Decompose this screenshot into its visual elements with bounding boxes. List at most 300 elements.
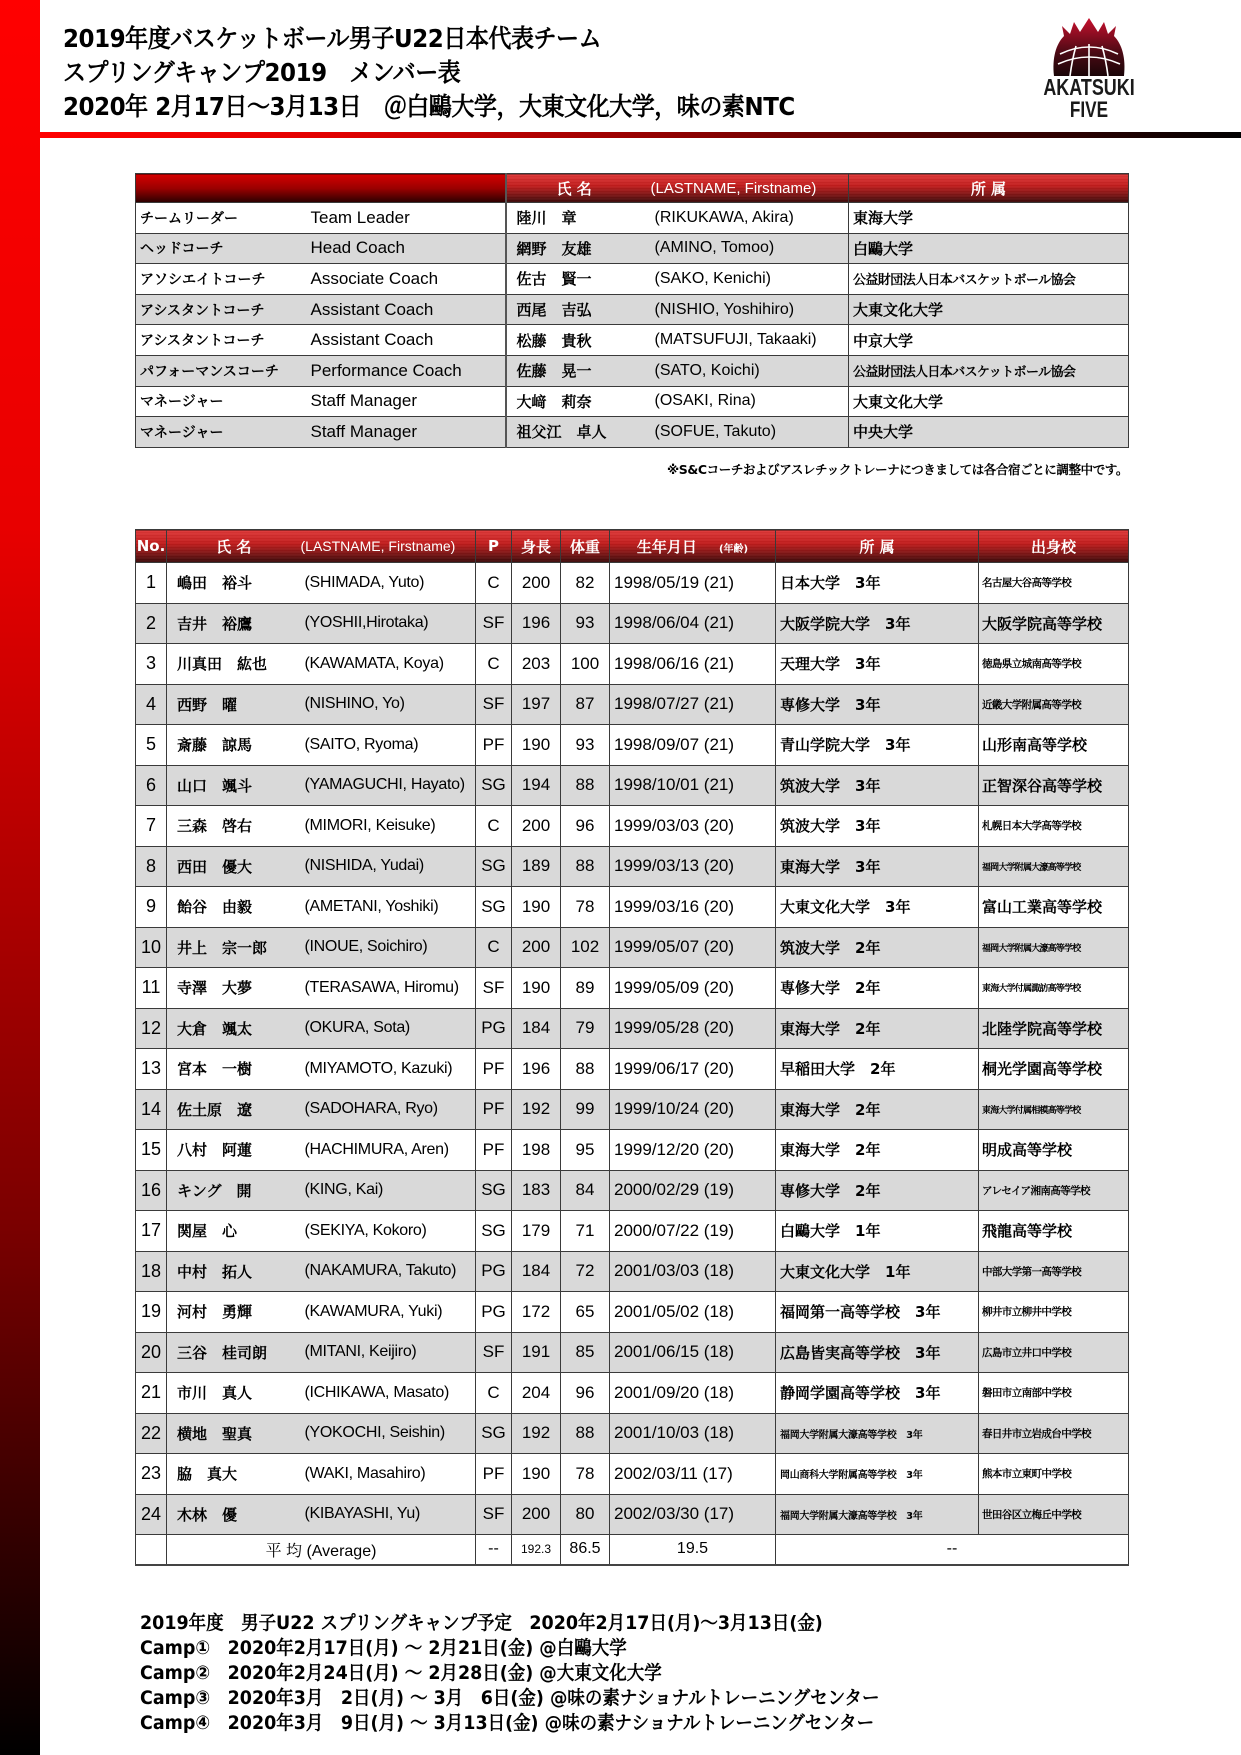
player-height-header: 身長 <box>512 530 561 563</box>
player-row <box>136 563 1129 604</box>
staff-romanized-name: (NISHIO, Yoshihiro) <box>651 294 849 325</box>
logo-text-akatsuki: AKATSUKI <box>1043 74 1135 100</box>
player-romanized-name: (NISHIDA, Yudai) <box>301 846 476 887</box>
player-weight: 72 <box>561 1251 610 1292</box>
player-position: PF <box>476 1049 512 1090</box>
player-name: 横地 聖真 <box>167 1413 301 1454</box>
player-weight: 71 <box>561 1211 610 1252</box>
player-weight: 89 <box>561 968 610 1009</box>
player-affiliation: 東海大学 2年 <box>776 1089 979 1130</box>
player-height: 190 <box>512 968 561 1009</box>
player-position: SF <box>476 684 512 725</box>
player-position: C <box>476 927 512 968</box>
staff-romanized-name: (SAKO, Kenichi) <box>651 264 849 295</box>
player-position: SF <box>476 1494 512 1535</box>
player-height: 191 <box>512 1332 561 1373</box>
player-dob: 2000/02/29 (19) <box>610 1170 776 1211</box>
player-affiliation: 静岡学園高等学校 3年 <box>776 1373 979 1414</box>
player-height: 190 <box>512 725 561 766</box>
player-position: PG <box>476 1251 512 1292</box>
player-weight: 78 <box>561 1454 610 1495</box>
schedule-camp-2: Camp② 2020年2月24日(月) ～ 2月28日(金) @大東文化大学 <box>140 1662 662 1684</box>
player-weight: 102 <box>561 927 610 968</box>
player-number: 1 <box>136 563 167 604</box>
player-romanized-name: (MIYAMOTO, Kazuki) <box>301 1049 476 1090</box>
player-affiliation: 筑波大学 3年 <box>776 806 979 847</box>
player-name: 八村 阿蓮 <box>167 1130 301 1171</box>
staff-affiliation: 公益財団法人日本バスケットボール協会 <box>849 355 1129 386</box>
player-height: 179 <box>512 1211 561 1252</box>
staff-affiliation: 中央大学 <box>849 417 1129 448</box>
player-school: 福岡大学附属大濠高等学校 <box>979 846 1129 887</box>
player-name: 井上 宗一郎 <box>167 927 301 968</box>
player-no-header: No. <box>136 530 167 563</box>
staff-role-jp: チームリーダー <box>136 203 299 234</box>
player-age-header-label: (年齢) <box>718 543 749 555</box>
player-row <box>136 765 1129 806</box>
player-romanized-name: (INOUE, Soichiro) <box>301 927 476 968</box>
player-affiliation: 大東文化大学 3年 <box>776 887 979 928</box>
player-dob: 2001/10/03 (18) <box>610 1413 776 1454</box>
player-number: 24 <box>136 1494 167 1535</box>
player-row <box>136 806 1129 847</box>
player-row <box>136 684 1129 725</box>
player-dob: 2001/06/15 (18) <box>610 1332 776 1373</box>
player-number: 5 <box>136 725 167 766</box>
staff-affiliation-header: 所 属 <box>849 174 1129 203</box>
player-number: 15 <box>136 1130 167 1171</box>
player-school: 柳井市立柳井中学校 <box>979 1292 1129 1333</box>
player-dob: 1999/12/20 (20) <box>610 1130 776 1171</box>
player-affiliation: 大阪学院大学 3年 <box>776 603 979 644</box>
player-row <box>136 644 1129 685</box>
player-position: PG <box>476 1008 512 1049</box>
player-school: 広島市立井口中学校 <box>979 1332 1129 1373</box>
staff-row <box>136 233 1129 264</box>
player-row <box>136 968 1129 1009</box>
player-school: 中部大学第一高等学校 <box>979 1251 1129 1292</box>
player-affiliation: 筑波大学 2年 <box>776 927 979 968</box>
player-affiliation: 岡山商科大学附属高等学校 3年 <box>776 1454 979 1495</box>
player-position: SG <box>476 846 512 887</box>
staff-romanized-name: (RIKUKAWA, Akira) <box>651 203 849 234</box>
staff-role-en: Head Coach <box>299 233 506 264</box>
player-romanized-name: (KAWAMURA, Yuki) <box>301 1292 476 1333</box>
player-affiliation: 大東文化大学 1年 <box>776 1251 979 1292</box>
player-number: 13 <box>136 1049 167 1090</box>
player-dob: 1998/05/19 (21) <box>610 563 776 604</box>
player-weight: 100 <box>561 644 610 685</box>
player-affiliation: 白鷗大学 1年 <box>776 1211 979 1252</box>
staff-row <box>136 355 1129 386</box>
player-dob: 1998/10/01 (21) <box>610 765 776 806</box>
player-affiliation: 日本大学 3年 <box>776 563 979 604</box>
player-school: 明成高等学校 <box>979 1130 1129 1171</box>
staff-name: 陸川 章 <box>506 203 651 234</box>
staff-role-jp: アシスタントコーチ <box>136 294 299 325</box>
player-dob: 1998/07/27 (21) <box>610 684 776 725</box>
player-romanized-name: (NAKAMURA, Takuto) <box>301 1251 476 1292</box>
player-romanized-name: (KING, Kai) <box>301 1170 476 1211</box>
player-romanized-name: (YOKOCHI, Seishin) <box>301 1413 476 1454</box>
player-weight: 93 <box>561 603 610 644</box>
staff-table <box>135 173 1129 448</box>
player-romanized-name: (YAMAGUCHI, Hayato) <box>301 765 476 806</box>
player-row <box>136 927 1129 968</box>
player-school: 徳島県立城南高等学校 <box>979 644 1129 685</box>
player-position: SG <box>476 765 512 806</box>
player-affiliation: 東海大学 2年 <box>776 1130 979 1171</box>
staff-name: 西尾 吉弘 <box>506 294 651 325</box>
player-row <box>136 1089 1129 1130</box>
player-affiliation: 早稲田大学 2年 <box>776 1049 979 1090</box>
player-height: 200 <box>512 1494 561 1535</box>
player-position: SG <box>476 1211 512 1252</box>
player-school: 東海大学付属相模高等学校 <box>979 1089 1129 1130</box>
player-dob: 2001/03/03 (18) <box>610 1251 776 1292</box>
player-position: PG <box>476 1292 512 1333</box>
player-school: 桐光学園高等学校 <box>979 1049 1129 1090</box>
player-romanized-name: (SAITO, Ryoma) <box>301 725 476 766</box>
player-height: 196 <box>512 603 561 644</box>
player-table <box>135 529 1129 1566</box>
player-name: 川真田 紘也 <box>167 644 301 685</box>
player-dob: 1999/06/17 (20) <box>610 1049 776 1090</box>
player-weight-header: 体重 <box>561 530 610 563</box>
player-school: 山形南高等学校 <box>979 725 1129 766</box>
player-height: 189 <box>512 846 561 887</box>
player-school: 近畿大学附属高等学校 <box>979 684 1129 725</box>
player-height: 204 <box>512 1373 561 1414</box>
player-position: C <box>476 644 512 685</box>
player-name: 寺澤 大夢 <box>167 968 301 1009</box>
player-weight: 99 <box>561 1089 610 1130</box>
staff-romanized-name: (OSAKI, Rina) <box>651 386 849 417</box>
player-row <box>136 1413 1129 1454</box>
staff-name: 網野 友雄 <box>506 233 651 264</box>
player-weight: 96 <box>561 806 610 847</box>
player-number: 12 <box>136 1008 167 1049</box>
player-number: 6 <box>136 765 167 806</box>
player-dob: 2002/03/30 (17) <box>610 1494 776 1535</box>
player-number: 20 <box>136 1332 167 1373</box>
player-weight: 79 <box>561 1008 610 1049</box>
player-dob: 1998/06/16 (21) <box>610 644 776 685</box>
player-row <box>136 1332 1129 1373</box>
player-school: 熊本市立東町中学校 <box>979 1454 1129 1495</box>
player-school: 春日井市立岩成台中学校 <box>979 1413 1129 1454</box>
player-row <box>136 1251 1129 1292</box>
player-number: 19 <box>136 1292 167 1333</box>
title-line-1: 2019年度バスケットボール男子U22日本代表チーム <box>63 24 602 53</box>
player-position: C <box>476 563 512 604</box>
player-name: 斎藤 諒馬 <box>167 725 301 766</box>
player-dob: 1999/05/07 (20) <box>610 927 776 968</box>
staff-affiliation: 白鷗大学 <box>849 233 1129 264</box>
player-romanized-name: (SADOHARA, Ryo) <box>301 1089 476 1130</box>
player-dob: 1998/06/04 (21) <box>610 603 776 644</box>
player-weight: 88 <box>561 1413 610 1454</box>
player-position: PF <box>476 725 512 766</box>
player-name: 木林 優 <box>167 1494 301 1535</box>
player-height: 198 <box>512 1130 561 1171</box>
player-weight: 88 <box>561 846 610 887</box>
player-romanized-name: (SHIMADA, Yuto) <box>301 563 476 604</box>
player-weight: 88 <box>561 765 610 806</box>
player-name: 西野 曜 <box>167 684 301 725</box>
staff-role-jp: パフォーマンスコーチ <box>136 355 299 386</box>
player-number: 8 <box>136 846 167 887</box>
player-name: 吉井 裕鷹 <box>167 603 301 644</box>
staff-role-header <box>136 174 506 203</box>
player-name: 関屋 心 <box>167 1211 301 1252</box>
schedule-title: 2019年度 男子U22 スプリングキャンプ予定 2020年2月17日(月)～3月13日(金) <box>140 1612 823 1634</box>
schedule-camp-4: Camp④ 2020年3月 9日(月) ～ 3月13日(金) @味の素ナショナルトレーニングセンター <box>140 1712 875 1734</box>
player-number: 7 <box>136 806 167 847</box>
player-school: 正智深谷高等学校 <box>979 765 1129 806</box>
player-dob: 2000/07/22 (19) <box>610 1211 776 1252</box>
player-height: 183 <box>512 1170 561 1211</box>
player-weight: 96 <box>561 1373 610 1414</box>
player-row <box>136 1292 1129 1333</box>
left-accent-bar <box>0 0 40 1755</box>
player-school-header: 出身校 <box>979 530 1129 563</box>
player-row <box>136 1049 1129 1090</box>
staff-row <box>136 264 1129 295</box>
staff-romanized-name: (MATSUFUJI, Takaaki) <box>651 325 849 356</box>
average-no-cell <box>136 1535 167 1565</box>
staff-role-en: Team Leader <box>299 203 506 234</box>
player-weight: 87 <box>561 684 610 725</box>
player-weight: 95 <box>561 1130 610 1171</box>
staff-name: 佐藤 晃一 <box>506 355 651 386</box>
player-position: SG <box>476 1170 512 1211</box>
schedule-camp-3: Camp③ 2020年3月 2日(月) ～ 3月 6日(金) @味の素ナショナルトレーニングセンター <box>140 1687 880 1709</box>
player-height: 184 <box>512 1008 561 1049</box>
player-name: 佐土原 遼 <box>167 1089 301 1130</box>
average-weight: 86.5 <box>561 1535 610 1565</box>
staff-table-header <box>136 174 1129 203</box>
staff-role-en: Performance Coach <box>299 355 506 386</box>
average-height: 192.3 <box>512 1535 561 1565</box>
average-rest: -- <box>776 1535 1129 1565</box>
player-name: 市川 真人 <box>167 1373 301 1414</box>
player-affiliation: 専修大学 3年 <box>776 684 979 725</box>
player-height: 184 <box>512 1251 561 1292</box>
player-name: 宮本 一樹 <box>167 1049 301 1090</box>
player-affiliation: 専修大学 2年 <box>776 968 979 1009</box>
player-weight: 80 <box>561 1494 610 1535</box>
player-position: SG <box>476 887 512 928</box>
staff-role-jp: アシスタントコーチ <box>136 325 299 356</box>
player-romanized-name: (NISHINO, Yo) <box>301 684 476 725</box>
player-romanized-header: (LASTNAME, Firstname) <box>301 530 476 563</box>
player-row <box>136 603 1129 644</box>
player-romanized-name: (MITANI, Keijiro) <box>301 1332 476 1373</box>
staff-role-en: Staff Manager <box>299 386 506 417</box>
player-affiliation: 東海大学 3年 <box>776 846 979 887</box>
player-dob-header <box>610 530 776 563</box>
player-number: 18 <box>136 1251 167 1292</box>
player-number: 10 <box>136 927 167 968</box>
player-position: PF <box>476 1454 512 1495</box>
staff-name: 松藤 貴秋 <box>506 325 651 356</box>
player-weight: 78 <box>561 887 610 928</box>
camp-schedule <box>140 1611 944 1736</box>
player-dob: 1999/05/28 (20) <box>610 1008 776 1049</box>
player-row <box>136 1373 1129 1414</box>
player-romanized-name: (WAKI, Masahiro) <box>301 1454 476 1495</box>
player-number: 3 <box>136 644 167 685</box>
player-romanized-name: (SEKIYA, Kokoro) <box>301 1211 476 1252</box>
player-name: 西田 優大 <box>167 846 301 887</box>
header-divider <box>40 132 1241 138</box>
staff-name: 佐古 賢一 <box>506 264 651 295</box>
player-height: 200 <box>512 563 561 604</box>
player-affiliation: 筑波大学 3年 <box>776 765 979 806</box>
average-position: -- <box>476 1535 512 1565</box>
player-affiliation: 天理大学 3年 <box>776 644 979 685</box>
staff-role-jp: マネージャー <box>136 417 299 448</box>
average-row <box>136 1535 1129 1565</box>
player-height: 190 <box>512 1454 561 1495</box>
player-name: 河村 勇輝 <box>167 1292 301 1333</box>
player-romanized-name: (YOSHII,Hirotaka) <box>301 603 476 644</box>
player-weight: 65 <box>561 1292 610 1333</box>
player-row <box>136 1130 1129 1171</box>
player-affiliation: 青山学院大学 3年 <box>776 725 979 766</box>
player-school: 名古屋大谷高等学校 <box>979 563 1129 604</box>
player-number: 2 <box>136 603 167 644</box>
player-dob: 2002/03/11 (17) <box>610 1454 776 1495</box>
staff-affiliation: 中京大学 <box>849 325 1129 356</box>
player-row <box>136 1211 1129 1252</box>
staff-affiliation: 東海大学 <box>849 203 1129 234</box>
average-age: 19.5 <box>610 1535 776 1565</box>
player-romanized-name: (HACHIMURA, Aren) <box>301 1130 476 1171</box>
title-line-2: スプリングキャンプ2019 メンバー表 <box>63 58 461 87</box>
staff-romanized-name: (SATO, Koichi) <box>651 355 849 386</box>
player-dob: 1998/09/07 (21) <box>610 725 776 766</box>
player-affiliation: 福岡大学附属大濠高等学校 3年 <box>776 1494 979 1535</box>
player-dob: 1999/03/13 (20) <box>610 846 776 887</box>
staff-affiliation: 大東文化大学 <box>849 294 1129 325</box>
logo-text-five: FIVE <box>1069 97 1109 122</box>
staff-romanized-name: (SOFUE, Takuto) <box>651 417 849 448</box>
player-row <box>136 1170 1129 1211</box>
player-row <box>136 1494 1129 1535</box>
player-school: 北陸学院高等学校 <box>979 1008 1129 1049</box>
staff-name-header: 氏 名 <box>506 174 651 203</box>
player-height: 200 <box>512 806 561 847</box>
player-position: SF <box>476 1332 512 1373</box>
player-position-header: P <box>476 530 512 563</box>
staff-row <box>136 417 1129 448</box>
player-name: 三谷 桂司朗 <box>167 1332 301 1373</box>
player-number: 23 <box>136 1454 167 1495</box>
player-romanized-name: (KIBAYASHI, Yu) <box>301 1494 476 1535</box>
player-dob: 1999/05/09 (20) <box>610 968 776 1009</box>
player-dob: 2001/05/02 (18) <box>610 1292 776 1333</box>
player-name: 中村 拓人 <box>167 1251 301 1292</box>
player-name: 山口 颯斗 <box>167 765 301 806</box>
staff-row <box>136 203 1129 234</box>
player-height: 196 <box>512 1049 561 1090</box>
player-row <box>136 725 1129 766</box>
player-number: 22 <box>136 1413 167 1454</box>
player-number: 21 <box>136 1373 167 1414</box>
document-title <box>63 22 858 124</box>
staff-row <box>136 386 1129 417</box>
player-dob: 2001/09/20 (18) <box>610 1373 776 1414</box>
staff-romanized-header: (LASTNAME, Firstname) <box>651 174 849 203</box>
player-school: 東海大学付属諏訪高等学校 <box>979 968 1129 1009</box>
staff-name: 祖父江 卓人 <box>506 417 651 448</box>
average-label: 平 均 (Average) <box>167 1535 476 1565</box>
player-dob: 1999/10/24 (20) <box>610 1089 776 1130</box>
staff-row <box>136 294 1129 325</box>
basketball-flame-icon <box>1050 18 1128 76</box>
player-height: 197 <box>512 684 561 725</box>
player-number: 14 <box>136 1089 167 1130</box>
staff-name: 大﨑 莉奈 <box>506 386 651 417</box>
staff-role-jp: アソシエイトコーチ <box>136 264 299 295</box>
player-school: 磐田市立南部中学校 <box>979 1373 1129 1414</box>
player-number: 17 <box>136 1211 167 1252</box>
player-school: 世田谷区立梅丘中学校 <box>979 1494 1129 1535</box>
staff-role-en: Staff Manager <box>299 417 506 448</box>
staff-role-en: Assistant Coach <box>299 325 506 356</box>
player-romanized-name: (KAWAMATA, Koya) <box>301 644 476 685</box>
player-table-header <box>136 530 1129 563</box>
staff-affiliation: 公益財団法人日本バスケットボール協会 <box>849 264 1129 295</box>
player-affiliation: 東海大学 2年 <box>776 1008 979 1049</box>
player-name: キング 開 <box>167 1170 301 1211</box>
akatsuki-five-logo <box>1030 18 1148 123</box>
player-position: PF <box>476 1130 512 1171</box>
player-name-header: 氏 名 <box>167 530 301 563</box>
player-romanized-name: (TERASAWA, Hiromu) <box>301 968 476 1009</box>
player-dob-header-label: 生年月日 <box>636 537 697 556</box>
title-line-3: 2020年 2月17日～3月13日 ＠白鷗大学，大東文化大学，味の素NTC <box>63 92 795 121</box>
staff-role-en: Assistant Coach <box>299 294 506 325</box>
player-affiliation-header: 所 属 <box>776 530 979 563</box>
player-affiliation: 専修大学 2年 <box>776 1170 979 1211</box>
staff-role-jp: マネージャー <box>136 386 299 417</box>
staff-romanized-name: (AMINO, Tomoo) <box>651 233 849 264</box>
player-height: 192 <box>512 1089 561 1130</box>
player-position: SG <box>476 1413 512 1454</box>
staff-affiliation: 大東文化大学 <box>849 386 1129 417</box>
player-school: 福岡大学附属大濠高等学校 <box>979 927 1129 968</box>
player-romanized-name: (OKURA, Sota) <box>301 1008 476 1049</box>
player-height: 200 <box>512 927 561 968</box>
player-weight: 88 <box>561 1049 610 1090</box>
player-number: 4 <box>136 684 167 725</box>
player-school: 札幌日本大学高等学校 <box>979 806 1129 847</box>
player-school: 富山工業高等学校 <box>979 887 1129 928</box>
player-number: 16 <box>136 1170 167 1211</box>
player-name: 嶋田 裕斗 <box>167 563 301 604</box>
player-dob: 1999/03/03 (20) <box>610 806 776 847</box>
player-weight: 82 <box>561 563 610 604</box>
player-position: PF <box>476 1089 512 1130</box>
staff-role-en: Associate Coach <box>299 264 506 295</box>
player-name: 大倉 颯太 <box>167 1008 301 1049</box>
player-weight: 84 <box>561 1170 610 1211</box>
player-height: 203 <box>512 644 561 685</box>
player-school: アレセイア湘南高等学校 <box>979 1170 1129 1211</box>
